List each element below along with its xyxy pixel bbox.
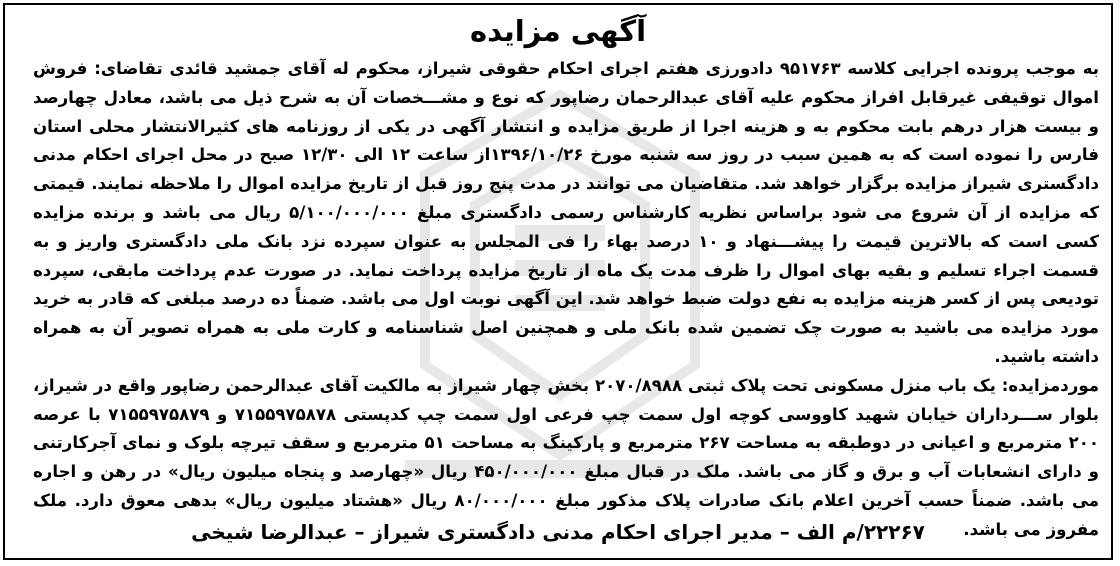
notice-body — [33, 55, 1099, 545]
notice-signature: ۲۲۲۶۷/م الف – مدیر اجرای احکام مدنی دادگستری شیراز – عبدالرضا شیخی — [191, 520, 925, 544]
notice-frame — [3, 3, 1113, 560]
notice-title: آگهی مزایده — [469, 14, 647, 48]
auction-item-paragraph: موردمزایده: یک باب منزل مسکونی تحت پلاک ثبتی ۲۰۷۰/۸۹۸۸ بخش چهار شیراز به مالکیت آقای عبدالرحمن رضاپور واقع در شیراز، بلوار ســـرداران خیابان شهید کاووسی کوچه اول سمت چپ فرعی اول سمت چپ کدپستی ۷۱۵۵۹۷۵۸۷۸ و ۷۱۵۵۹۷۵۸۷۹ با عرصه ۲۰۰ مترمربع و اعیانی در دوطبقه به مساحت ۲۶۷ مترمربع و پارکینگ به مساحت ۵۱ مترمربع و سقف تیرچه بلوک و نمای آجرکارتنی و دارای انشعابات آب و برق و گاز می باشد. ملک در قبال مبلغ ۴۵۰/۰۰۰/۰۰۰ ریال «چهارصد و پنجاه میلیون ریال» در رهن و اجاره می باشد. ضمناً حسب آخرین اعلام بانک صادرات پلاک مذکور مبلغ ۸۰/۰۰۰/۰۰۰ ریال «هشتاد میلیون ریال» بدهی معوق دارد. ملک مفروز می باشد. — [33, 375, 1100, 539]
auction-terms-paragraph: به موجب پرونده اجرایی کلاسه ۹۵۱۷۶۳ دادورزی هفتم اجرای احکام حقوقی شیراز، محکوم له آقای جمشید قائدی تقاضای: فروش اموال توقیفی غیرقابل افراز محکوم علیه آقای عبدالرحمان رضاپور که نوع و مشـــخصات آن به شرح ذیل می باشد، معادل چهارصد و بیست هزار درهم بابت محکوم به و هزینه اجرا از طریق مزایده و انتشار آگهی در یکی از روزنامه های کثیرالانتشار محلی استان فارس را نموده است که به همین سبب در روز سه شنبه مورخ ۱۳۹۶/۱۰/۲۶از ساعت ۱۲ الی ۱۲/۳۰ صبح در محل اجرای احکام مدنی دادگستری شیراز مزایده برگزار خواهد شد. متقاضیان می توانند در مدت پنج روز قبل از تاریخ مزایده اموال را ملاحظه نمایند. قیمتی که مزایده از آن شروع می شود براساس نظریه کارشناس رسمی دادگستری مبلغ ۵/۱۰۰/۰۰۰/۰۰۰ ریال می باشد و برنده مزایده کسی است که بالاترین قیمت را پیشـــنهاد و ۱۰ درصد بهاء را فی المجلس به عنوان سپرده نزد بانک ملی دادگستری واریز و به قسمت اجراء تسلیم و بقیه بهای اموال را ظرف مدت یک ماه از تاریخ مزایده پرداخت نماید. در صورت عدم پرداخت مابقی، سپرده تودیعی پس از کسر هزینه مزایده به نفع دولت ضبط خواهد شد. این آگهی نوبت اول می باشد. ضمناً ده درصد مبلغی که قادر به خرید مورد مزایده می باشید به صورت چک تضمین شده بانک ملی و همچنین اصل شناسنامه و کارت ملی به همراه تصویر آن به همراه داشته باشید. — [33, 59, 1099, 366]
